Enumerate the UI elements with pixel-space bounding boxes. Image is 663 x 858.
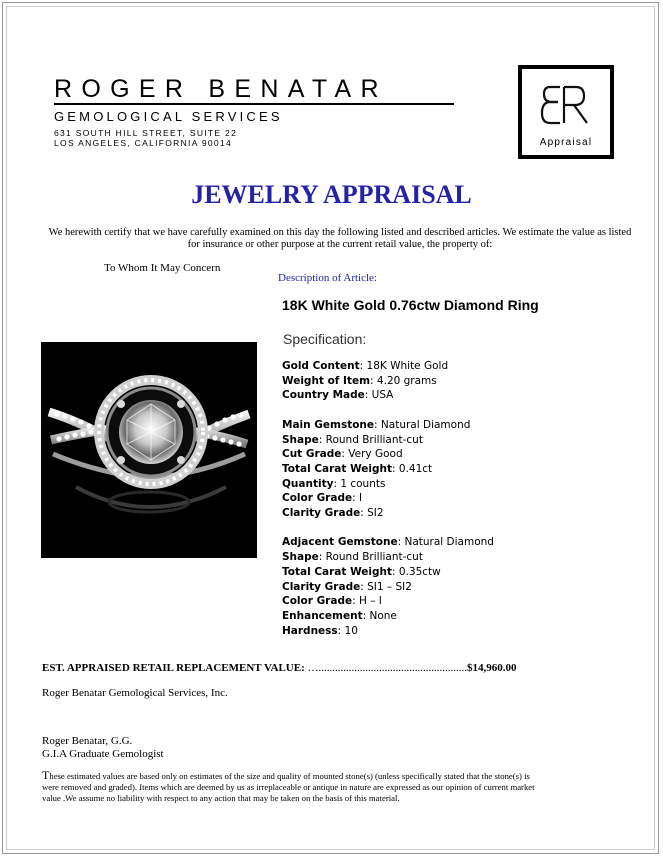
estimate-value: $14,960.00 — [467, 662, 517, 674]
spec-row: Weight of Item: 4.20 grams — [282, 374, 437, 387]
spec-row: Cut Grade: Very Good — [282, 448, 403, 461]
spec-row: Shape: Round Brilliant-cut — [282, 433, 423, 446]
company-signature-line: Roger Benatar Gemological Services, Inc. — [42, 687, 228, 699]
spec-row: Hardness: 10 — [282, 624, 358, 637]
estimated-value-line — [42, 662, 517, 674]
company-subtitle: GEMOLOGICAL SERVICES — [54, 109, 283, 124]
logo-label: Appraisal — [539, 137, 593, 148]
certification-text: We herewith certify that we have carefully examined on this day the following listed and described articles. We estimate the value as listed for insurance or other purpose at the current retail value, the property of: — [48, 227, 632, 250]
spec-row: Country Made: USA — [282, 389, 394, 402]
br-monogram-icon — [522, 83, 610, 127]
specification-heading: Specification: — [283, 331, 367, 347]
ring-photo — [41, 342, 257, 558]
spec-row: Adjacent Gemstone: Natural Diamond — [282, 536, 494, 549]
spec-row: Main Gemstone: Natural Diamond — [282, 418, 471, 431]
estimate-label: EST. APPRAISED RETAIL REPLACEMENT VALUE: — [42, 662, 305, 674]
document-title: JEWELRY APPRAISAL — [191, 180, 472, 209]
spec-row: Enhancement: None — [282, 609, 397, 622]
disclaimer-text: hese estimated values are based only on estimates of the size and quality of mounted stone(s) (unless specifically stated that the stone(s) is were removed and graded). Items which are deemed by us as irreplaceable or antique in nature are expressed as our opinion of current market value .We assume no liability with respect to any action that may be taken on the basis of this material. — [42, 771, 535, 803]
item-title: 18K White Gold 0.76ctw Diamond Ring — [282, 297, 539, 313]
specifications-list — [282, 359, 494, 638]
description-label: Description of Article: — [278, 272, 377, 284]
spec-row: Quantity: 1 counts — [282, 477, 386, 490]
spec-row: Clarity Grade: SI2 — [282, 507, 384, 520]
spec-row: Color Grade: I — [282, 492, 363, 505]
signature-name: Roger Benatar, G.G. — [42, 735, 133, 747]
diamond-ring-image — [41, 342, 257, 558]
spec-row: Total Carat Weight: 0.41ct — [282, 462, 433, 475]
header-rule — [54, 103, 454, 105]
appraisal-logo — [518, 65, 614, 159]
spec-row: Gold Content: 18K White Gold — [282, 360, 449, 372]
address-line-2: LOS ANGELES, CALIFORNIA 90014 — [54, 138, 233, 148]
spec-row: Shape: Round Brilliant-cut — [282, 551, 423, 564]
spec-row: Total Carat Weight: 0.35ctw — [282, 565, 441, 578]
disclaimer-initial: T — [42, 768, 50, 782]
spec-row: Clarity Grade: SI1 – SI2 — [282, 580, 412, 593]
disclaimer — [42, 770, 542, 804]
signature-title: G.I.A Graduate Gemologist — [42, 748, 164, 760]
address-line-1: 631 SOUTH HILL STREET, SUITE 22 — [54, 128, 238, 138]
recipient: To Whom It May Concern — [104, 262, 221, 274]
estimate-leader: …...................................................... — [307, 662, 467, 674]
spec-row: Color Grade: H – I — [282, 595, 382, 608]
company-name-header: ROGER BENATAR — [54, 75, 388, 103]
